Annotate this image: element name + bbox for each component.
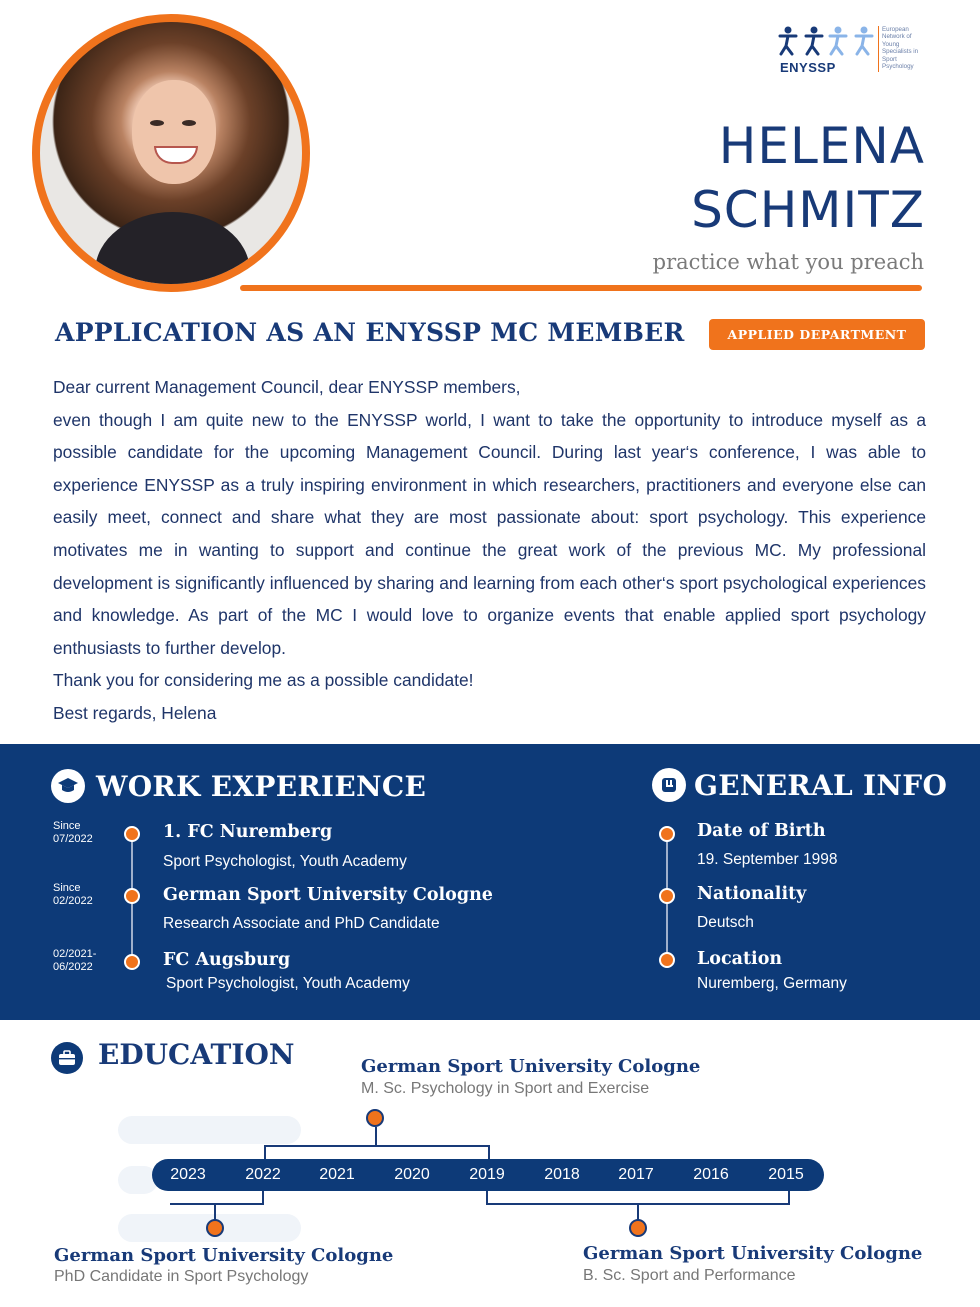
decor-bar <box>118 1116 301 1144</box>
profile-photo <box>32 14 310 292</box>
year-2022: 2022 <box>245 1166 281 1183</box>
nationality-value: Deutsch <box>697 914 754 931</box>
year-2015: 2015 <box>768 1166 804 1183</box>
year-2017: 2017 <box>618 1166 654 1183</box>
location-value: Nuremberg, Germany <box>697 975 847 992</box>
briefcase-icon <box>51 1042 83 1074</box>
nationality-label: Nationality <box>697 884 807 904</box>
education-3-subtitle: B. Sc. Sport and Performance <box>583 1267 796 1284</box>
education-3-marker <box>629 1219 647 1237</box>
work-3-subtitle: Sport Psychologist, Youth Academy <box>166 975 410 992</box>
work-experience-title: WORK EXPERIENCE <box>96 770 427 803</box>
logo-wordmark: ENYSSP <box>780 60 836 75</box>
education-2-title: German Sport University Cologne <box>54 1245 394 1266</box>
id-card-icon <box>652 768 686 802</box>
dob-value: 19. September 1998 <box>697 851 838 868</box>
work-2-subtitle: Research Associate and PhD Candidate <box>163 915 440 932</box>
logo-tagline: European Network of Young Specialists in Sport Psychology <box>882 26 919 71</box>
education-1-bracket <box>264 1145 490 1159</box>
education-1-title: German Sport University Cologne <box>361 1056 701 1077</box>
general-3-dot <box>659 952 675 968</box>
work-2-date: Since 02/2022 <box>53 882 93 907</box>
department-badge: APPLIED DEPARTMENT <box>709 319 925 350</box>
education-2-subtitle: PhD Candidate in Sport Psychology <box>54 1268 309 1285</box>
dob-label: Date of Birth <box>697 821 826 841</box>
work-2-title: German Sport University Cologne <box>163 885 493 905</box>
location-label: Location <box>697 949 783 969</box>
education-2-marker <box>206 1219 224 1237</box>
enyssp-logo <box>776 24 926 76</box>
general-info-title: GENERAL INFO <box>694 769 948 802</box>
tagline: practice what you preach <box>652 250 924 274</box>
logo-figures-icon <box>778 24 878 56</box>
year-2016: 2016 <box>693 1166 729 1183</box>
work-3-date: 02/2021- 06/2022 <box>53 948 97 973</box>
header-divider <box>240 285 922 291</box>
first-name: HELENA <box>718 117 925 175</box>
education-2-bracket <box>170 1191 264 1205</box>
year-2023: 2023 <box>170 1166 206 1183</box>
logo-divider <box>878 26 879 72</box>
work-1-date: Since 07/2022 <box>53 820 93 845</box>
work-2-dot <box>124 888 140 904</box>
education-1-marker <box>366 1109 384 1127</box>
education-title: EDUCATION <box>98 1038 295 1071</box>
letter-thanks: Thank you for considering me as a possible candidate! <box>53 670 474 691</box>
letter-salutation: Dear current Management Council, dear ENYSSP members, <box>53 377 521 397</box>
letter-body: even though I am quite new to the ENYSSP world, I want to take the opportunity to introduce myself as a possible candidate for the upcoming Management Council. During last year‘s conference, I was able to experience ENYSSP as a truly inspiring environment in which researchers, practitioners and everyone else can easily meet, connect and share what they are most passionate about: sport psychology. This experience motivates me in wanting to support and continue the great work of the previous MC. My professional development is significantly influenced by sharing and learning from each other‘s sport psychological experiences and knowledge. As part of the MC I would love to organize events that enable applied sport psychology enthusiasts to further develop. <box>53 409 926 658</box>
graduation-cap-icon <box>51 769 85 803</box>
education-timeline <box>152 1159 824 1191</box>
year-2019: 2019 <box>469 1166 505 1183</box>
work-1-title: 1. FC Nuremberg <box>163 822 333 842</box>
education-1-stem <box>375 1127 377 1145</box>
education-3-bracket <box>486 1191 790 1205</box>
education-3-title: German Sport University Cologne <box>583 1243 923 1264</box>
general-1-dot <box>659 826 675 842</box>
work-3-dot <box>124 954 140 970</box>
application-title: APPLICATION AS AN ENYSSP MC MEMBER <box>55 318 685 347</box>
application-letter <box>53 371 926 730</box>
general-2-dot <box>659 888 675 904</box>
year-2018: 2018 <box>544 1166 580 1183</box>
work-1-subtitle: Sport Psychologist, Youth Academy <box>163 853 407 870</box>
work-3-title: FC Augsburg <box>163 950 291 970</box>
work-1-dot <box>124 826 140 842</box>
experience-band <box>0 744 980 1020</box>
year-2021: 2021 <box>319 1166 355 1183</box>
year-2020: 2020 <box>394 1166 430 1183</box>
last-name: SCHMITZ <box>691 181 925 239</box>
letter-closing: Best regards, Helena <box>53 702 217 723</box>
education-1-subtitle: M. Sc. Psychology in Sport and Exercise <box>361 1080 650 1097</box>
